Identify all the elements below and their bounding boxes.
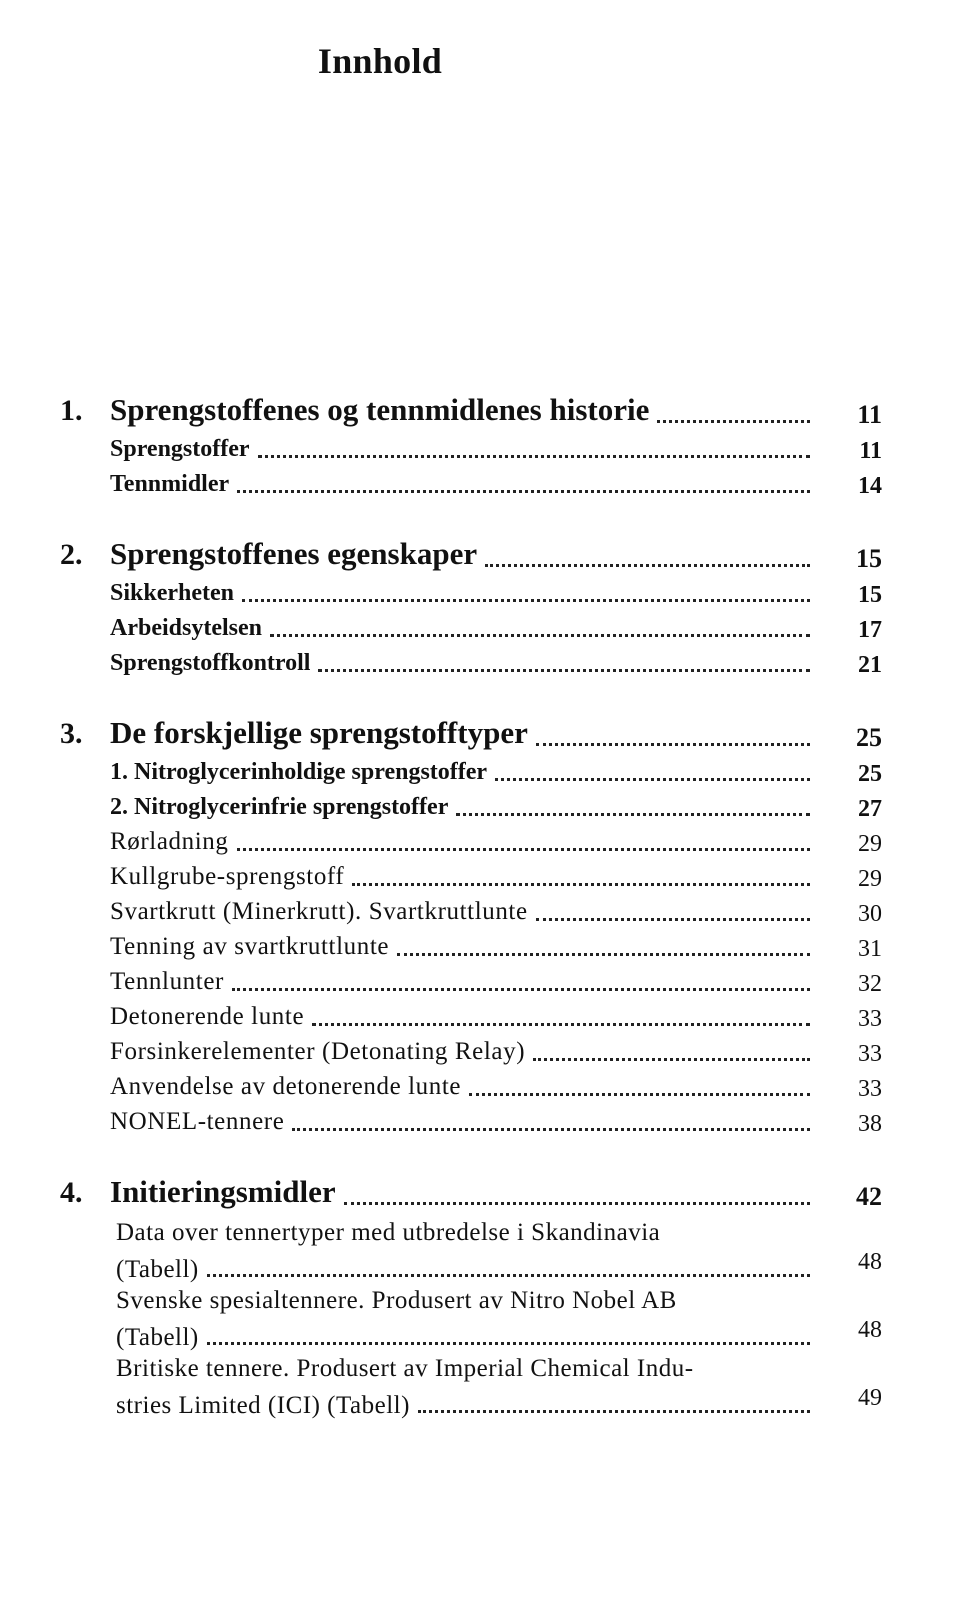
page-number: 11 [859, 438, 882, 464]
entry-title: Sikkerheten [110, 580, 235, 606]
page-number: 42 [856, 1182, 882, 1211]
chapter-title: Sprengstoffenes egenskaper [110, 536, 478, 571]
dot-leader [237, 490, 810, 493]
toc-entry[interactable] [0, 1216, 960, 1284]
toc-entry[interactable] [0, 827, 960, 862]
page-number: 38 [858, 1111, 882, 1137]
entry-title: Kullgrube-sprengstoff [110, 863, 345, 890]
entry-title: Sprengstoffkontroll [110, 650, 311, 676]
chapter-title: Sprengstoffenes og tennmidlenes historie [110, 392, 650, 427]
entry-title-line2: (Tabell) [116, 1256, 199, 1283]
entry-title: 1. Nitroglycerinholdige sprengstoffer [110, 759, 488, 785]
page-title: Innhold [317, 41, 443, 81]
chapter-number: 1. [60, 394, 83, 427]
page-number: 17 [858, 617, 882, 643]
table-of-contents [0, 390, 960, 1450]
dot-leader [533, 1058, 810, 1061]
entry-title: Forsinkerelementer (Detonating Relay) [110, 1038, 526, 1065]
entry-title: Detonerende lunte [110, 1003, 305, 1030]
dot-leader [536, 918, 810, 921]
entry-title: Tenning av svartkruttlunte [110, 933, 390, 960]
chapter-title: Initieringsmidler [110, 1174, 336, 1209]
chapter-number: 4. [60, 1176, 83, 1209]
page-number: 25 [856, 723, 882, 752]
chapter-number: 3. [60, 717, 83, 750]
dot-leader [207, 1274, 810, 1277]
chapter-number: 2. [60, 538, 83, 571]
page-number: 33 [858, 1076, 882, 1102]
dot-leader [485, 564, 810, 567]
page-number: 15 [858, 582, 882, 608]
dot-leader [312, 1023, 810, 1026]
chapter-3 [0, 713, 960, 1142]
dot-leader [237, 848, 811, 851]
toc-entry[interactable] [0, 469, 960, 504]
page-number: 15 [856, 544, 882, 573]
chapter-1 [0, 390, 960, 504]
dot-leader [397, 953, 810, 956]
dot-leader [495, 778, 810, 781]
chapter-2 [0, 534, 960, 683]
dot-leader [456, 813, 810, 816]
page-number: 11 [857, 400, 882, 429]
page-number: 29 [858, 866, 882, 892]
toc-entry[interactable] [0, 897, 960, 932]
dot-leader [242, 599, 810, 602]
chapter-heading[interactable] [0, 713, 960, 757]
dot-leader [469, 1093, 810, 1096]
page-number: 33 [858, 1041, 882, 1067]
dot-leader [657, 420, 810, 423]
page-number: 31 [858, 936, 882, 962]
dot-leader [318, 669, 810, 672]
entry-title: Tennmidler [110, 471, 230, 497]
entry-title: Sprengstoffer [110, 436, 250, 462]
entry-title: Rørladning [110, 828, 229, 855]
page-number: 49 [858, 1385, 882, 1411]
page-number: 30 [858, 901, 882, 927]
entry-title: Arbeidsytelsen [110, 615, 262, 641]
dot-leader [344, 1202, 810, 1205]
toc-entry[interactable] [0, 757, 960, 792]
toc-entry[interactable] [0, 1284, 960, 1352]
chapter-heading[interactable] [0, 390, 960, 434]
toc-entry[interactable] [0, 862, 960, 897]
dot-leader [270, 634, 810, 637]
chapter-heading[interactable] [0, 1172, 960, 1216]
page-number: 27 [858, 796, 882, 822]
dot-leader [258, 455, 810, 458]
page-number: 48 [858, 1317, 882, 1343]
entry-title-line1: Britiske tennere. Produsert av Imperial Chemical Indu- [116, 1355, 694, 1382]
toc-entry[interactable] [0, 648, 960, 683]
entry-title: NONEL-tennere [110, 1108, 285, 1135]
entry-title-line1: Data over tennertyper med utbredelse i Skandinavia [116, 1219, 661, 1246]
page-number: 14 [858, 473, 882, 499]
entry-title: Svartkrutt (Minerkrutt). Svartkruttlunte [110, 898, 528, 925]
page-number: 21 [858, 652, 882, 678]
page-number: 48 [858, 1249, 882, 1275]
chapter-heading[interactable] [0, 534, 960, 578]
toc-entry[interactable] [0, 967, 960, 1002]
dot-leader [418, 1410, 810, 1413]
toc-entry[interactable] [0, 1072, 960, 1107]
dot-leader [232, 988, 810, 991]
entry-title: Tennlunter [110, 968, 224, 995]
chapter-title: De forskjellige sprengstofftyper [110, 715, 528, 750]
entry-title: Anvendelse av detonerende lunte [110, 1073, 462, 1100]
entry-title: 2. Nitroglycerinfrie sprengstoffer [110, 794, 449, 820]
toc-entry[interactable] [0, 1002, 960, 1037]
page-number: 25 [858, 761, 882, 787]
toc-entry[interactable] [0, 613, 960, 648]
toc-entry[interactable] [0, 1352, 960, 1420]
entry-title-line1: Svenske spesialtennere. Produsert av Nitro Nobel AB [116, 1287, 677, 1314]
chapter-4 [0, 1172, 960, 1420]
page-number: 33 [858, 1006, 882, 1032]
toc-entry[interactable] [0, 578, 960, 613]
dot-leader [292, 1128, 810, 1131]
entry-title-line2: stries Limited (ICI) (Tabell) [116, 1392, 410, 1419]
page-number: 32 [858, 971, 882, 997]
toc-entry[interactable] [0, 1037, 960, 1072]
toc-entry[interactable] [0, 434, 960, 469]
toc-entry[interactable] [0, 792, 960, 827]
dot-leader [207, 1342, 810, 1345]
toc-entry[interactable] [0, 1107, 960, 1142]
entry-title-line2: (Tabell) [116, 1324, 199, 1351]
page-number: 29 [858, 831, 882, 857]
toc-entry[interactable] [0, 932, 960, 967]
dot-leader [352, 883, 810, 886]
dot-leader [536, 743, 810, 746]
